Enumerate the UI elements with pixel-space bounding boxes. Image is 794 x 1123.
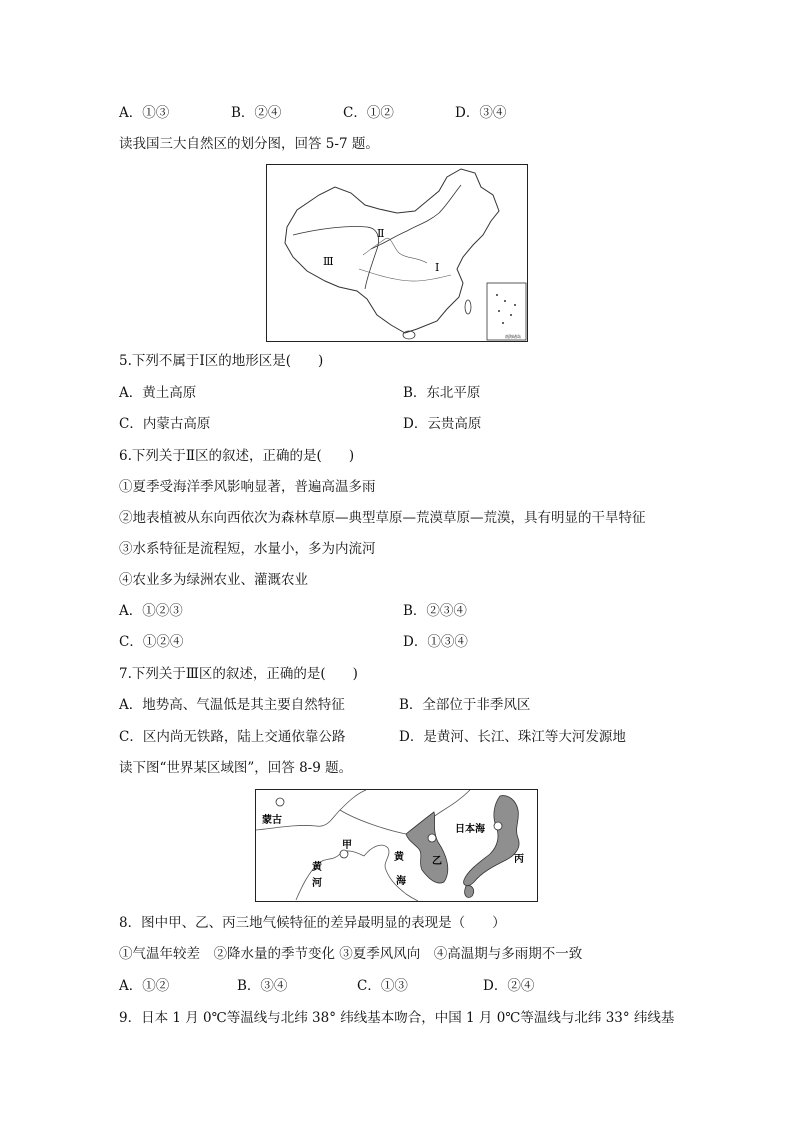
china-regions-map-svg [267, 165, 527, 341]
q5-option-b: B．东北平原 [403, 385, 481, 401]
china-coast [364, 845, 418, 901]
q8-option-d: D．②④ [483, 978, 535, 994]
china-regions-map [266, 164, 528, 342]
q6-statement-1: ①夏季受海洋季风影响显著，普遍高温多雨 [119, 479, 376, 495]
boundary-ii-iii [293, 226, 379, 289]
intro-8-9: 读下图“世界某区域图”，回答 8-9 题。 [119, 760, 353, 776]
q4-option-d: D．③④ [455, 105, 507, 121]
intro-5-7: 读我国三大自然区的划分图，回答 5-7 题。 [119, 136, 379, 152]
label-mongolia: 蒙古 [262, 815, 282, 826]
kyushu-island [465, 886, 474, 898]
yellow-river [363, 238, 427, 263]
q6-option-d: D．①③④ [403, 634, 468, 650]
q7-option-c: C．区内尚无铁路，陆上交通依靠公路 [119, 729, 346, 745]
yellow-river-map2 [296, 851, 364, 900]
q6-statement-2: ②地表植被从东向西依次为森林草原—典型草原—荒漠草原—荒漠，具有明显的干旱特征 [119, 510, 646, 526]
q6-option-b: B．②③④ [403, 603, 467, 619]
q4-option-b: B．②④ [231, 105, 282, 121]
label-huang-he-1: 黄 [312, 862, 322, 873]
east-asia-region-map [255, 789, 538, 902]
label-bing: 丙 [514, 854, 524, 865]
coastline [340, 790, 470, 834]
q8-stem: 8．图中甲、乙、丙三地气候特征的差异最明显的表现是（ ） [119, 915, 506, 931]
mongolia-dot [276, 798, 284, 806]
q9-stem: 9．日本 1 月 0℃等温线与北纬 38° 纬线基本吻合，中国 1 月 0℃等温线与北纬 33° 纬线基 [119, 1010, 675, 1026]
q7-option-b: B．全部位于非季风区 [399, 697, 531, 713]
q8-option-b: B．③④ [237, 978, 288, 994]
jia-dot [340, 850, 348, 858]
east-asia-region-map-svg [256, 790, 537, 901]
q7-option-d: D．是黄河、长江、珠江等大河发源地 [399, 729, 626, 745]
inset-caption: 南海诸岛 [505, 334, 521, 339]
label-huang-sea-2: 海 [396, 876, 406, 887]
label-jia: 甲 [342, 840, 352, 851]
q6-statement-3: ③水系特征是流程短，水量小，多为内流河 [119, 541, 376, 557]
q5-option-c: C．内蒙古高原 [119, 416, 211, 432]
q6-option-c: C．①②④ [119, 634, 184, 650]
south-china-sea-inset [487, 283, 526, 340]
q7-option-a: A．地势高、气温低是其主要自然特征 [119, 697, 345, 713]
china-outline [285, 169, 499, 333]
label-yi: 乙 [432, 856, 442, 867]
q8-features: ①气温年较差 ②降水量的季节变化 ③夏季风风向 ④高温期与多雨期不一致 [119, 946, 583, 962]
japan-islands [464, 796, 519, 886]
map1-label-iii: Ⅲ [323, 255, 334, 268]
bing-dot [494, 822, 502, 830]
q5-option-d: D．云贵高原 [403, 416, 482, 432]
korea-dot [428, 834, 436, 842]
korean-peninsula [406, 812, 448, 883]
label-huang-sea-1: 黄 [394, 852, 404, 863]
q6-statement-4: ④农业多为绿洲农业、灌溉农业 [119, 572, 308, 588]
q4-option-c: C．①② [343, 105, 394, 121]
hainan-island [403, 331, 415, 339]
map1-label-i: Ⅰ [435, 261, 440, 274]
q6-stem: 6.下列关于Ⅱ区的叙述，正确的是( ) [119, 448, 355, 464]
taiwan-island [465, 300, 471, 314]
q6-option-a: A．①②③ [119, 603, 183, 619]
q4-option-a: A．①③ [119, 105, 170, 121]
q5-option-a: A．黄土高原 [119, 385, 197, 401]
label-huang-he-2: 河 [312, 878, 322, 889]
label-sea-japan: 日本海 [455, 824, 485, 835]
q8-option-c: C．①③ [357, 978, 408, 994]
q5-stem: 5.下列不属于Ⅰ区的地形区是( ) [119, 353, 324, 369]
q8-option-a: A．①② [119, 978, 170, 994]
map1-label-ii: Ⅱ [377, 227, 385, 240]
q7-stem: 7.下列关于Ⅲ区的叙述，正确的是( ) [119, 666, 358, 682]
